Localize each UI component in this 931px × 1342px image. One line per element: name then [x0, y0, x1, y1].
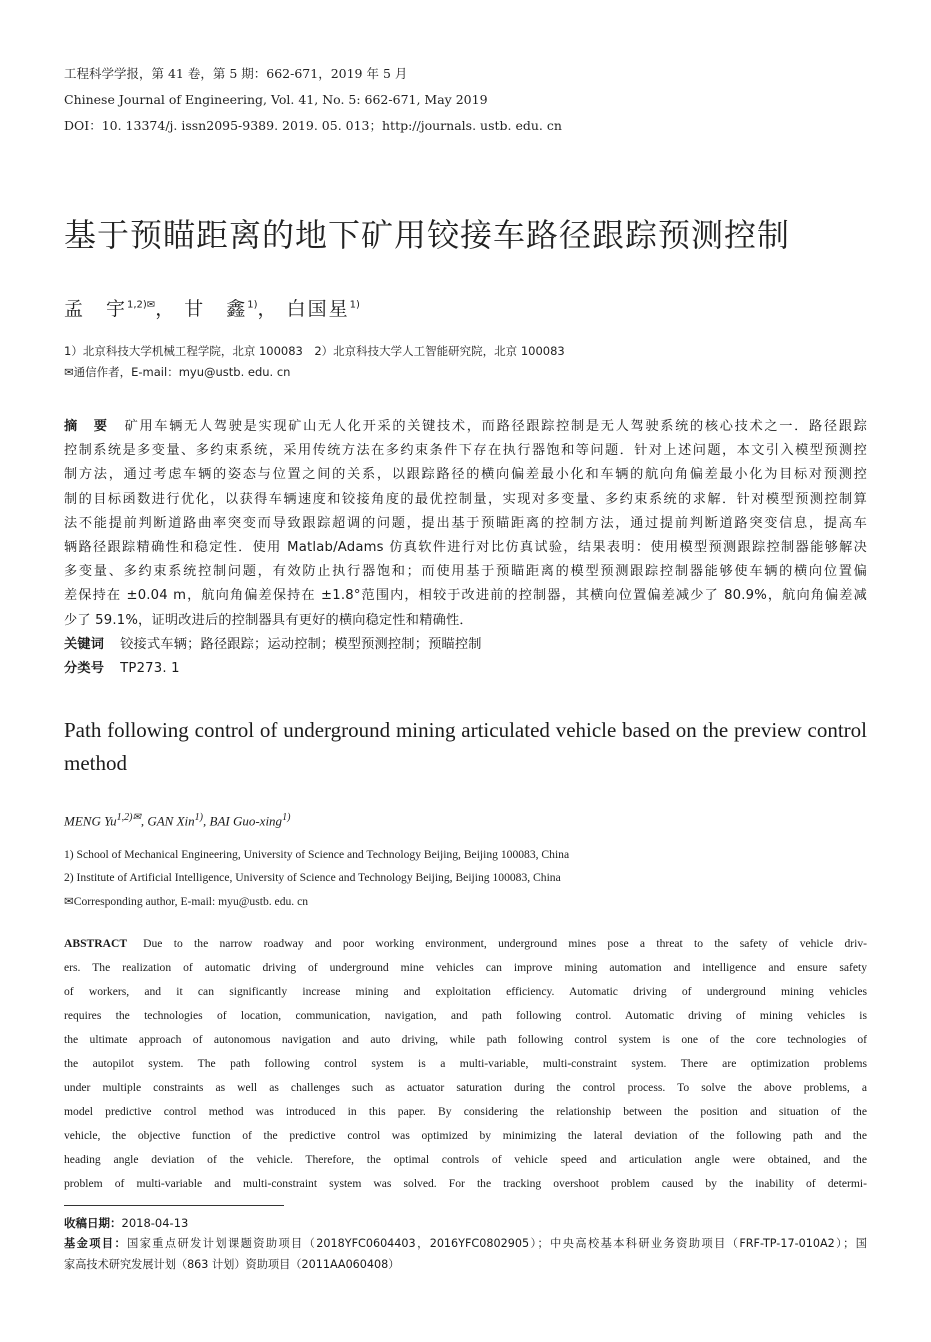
received-value: 2018-04-13	[121, 1216, 189, 1230]
abstract-line	[64, 1057, 867, 1070]
abstract-text: 控制系统是多变量、多约束系统，采用传统方法在多约束条件下存在执行器饱和等问题．针对上述问题，本文引入模型预测控	[64, 443, 867, 459]
abstract-line	[64, 1033, 867, 1046]
abstract-label: ABSTRACT	[64, 937, 128, 950]
journal-citation-cn: 工程科学学报，第 41 卷，第 5 期：662-671，2019 年 5 月	[64, 66, 408, 81]
abstract-text: model predictive control method was introduced in this paper. By considering the relationship between the position and situation of the	[64, 1105, 867, 1118]
abstract-text: the ultimate approach of autonomous navigation and auto driving, while path following control system is one of the core technologies of	[64, 1033, 867, 1046]
abstract-text: 辆路径跟踪精确性和稳定性．使用 Matlab/Adams 仿真软件进行对比仿真试验，结果表明：使用模型预测跟踪控制器能够解决	[64, 540, 867, 555]
author-affil: 1,2)✉	[127, 299, 156, 311]
fund-label: 基金项目：	[64, 1237, 128, 1250]
abstract-text: the autopilot system. The path following control system is a multi-variable, multi-constraint system. There are optimization problems	[64, 1057, 867, 1070]
author-affil: 1)	[282, 812, 291, 823]
received-date	[64, 1215, 188, 1231]
author-affil: 1)	[194, 812, 203, 823]
affiliations-cn: 1）北京科技大学机械工程学院，北京 100083 2）北京科技大学人工智能研究院，北京 100083	[64, 344, 565, 358]
abstract-line	[64, 415, 867, 434]
author-name: MENG Yu	[64, 813, 117, 829]
authors-en: MENG $Yu^{1,2)✉}$, GAN Xin$^{1)}$, BAI Guo-xing$^{1)}$	[64, 812, 291, 829]
authors-cn: 孟 宇$^{1,2)✉}$， 甘 鑫$^{1)}$， 白国星$^{1)}$	[64, 298, 360, 320]
abstract-text: 矿用车辆无人驾驶是实现矿山无人化开采的关键技术，而路径跟踪控制是无人驾驶系统的核心技术之一．路径跟踪	[124, 419, 867, 434]
author-name: BAI Guo-xing	[209, 813, 283, 829]
corresponding-cn: ✉通信作者，E-mail：myu@ustb. edu. cn	[64, 365, 291, 379]
abstract-text: heading angle deviation of the vehicle. Therefore, the optimal controls of vehicle speed and articulation angle were obtained, and the	[64, 1153, 867, 1166]
classification-text: TP273. 1	[120, 661, 180, 676]
abstract-text: vehicle, the objective function of the predictive control was optimized by minimizing the lateral deviation of the following path and the	[64, 1129, 867, 1142]
abstract-line	[64, 463, 867, 482]
author-name: 白国星	[286, 298, 350, 320]
abstract-line	[64, 1009, 867, 1022]
abstract-line	[64, 985, 867, 998]
abstract-line	[64, 439, 867, 458]
keywords-label: 关键词	[64, 637, 105, 652]
abstract-line	[64, 1105, 867, 1118]
abstract-text: 差保持在 ±0.04 m，航向角偏差保持在 ±1.8°范围内，相较于改进前的控制器，其横向位置偏差减少了 80.9%，航向角偏差减	[64, 588, 867, 604]
abstract-line	[64, 1129, 867, 1142]
abstract-text: under multiple constraints as well as challenges such as actuator saturation during the control process. To solve the above problems, a	[64, 1081, 867, 1094]
abstract-text: Due to the narrow roadway and poor working environment, underground mines pose a threat to the safety of vehicle driv-	[143, 937, 867, 950]
abstract-line	[64, 1177, 867, 1190]
author-affil: 1)	[349, 299, 360, 311]
abstract-text: requires the technologies of location, communication, navigation, and path following control. Automatic driving of mining vehicles is	[64, 1009, 867, 1022]
abstract-line	[64, 584, 867, 603]
abstract-line	[64, 937, 867, 950]
journal-citation-en: Chinese Journal of Engineering, Vol. 41, No. 5: 662-671, May 2019	[64, 92, 488, 107]
abstract-label: 摘 要	[64, 419, 109, 434]
affiliation-en-2: 2) Institute of Artificial Intelligence, University of Science and Technology Beijing, Beijing 100083, China	[64, 871, 561, 884]
abstract-text: ers. The realization of automatic driving of underground mine vehicles can improve mining automation and intelligence and ensure safety	[64, 961, 867, 974]
doi-line: DOI：10. 13374/j. issn2095-9389. 2019. 05. 013；http://journals. ustb. edu. cn	[64, 118, 562, 133]
classification-label: 分类号	[64, 661, 105, 676]
abstract-line	[64, 512, 867, 531]
fund-line-1	[64, 1235, 867, 1251]
abstract-text: of workers, and it can significantly increase mining and exploitation efficiency. Automatic driving of underground mining vehicles	[64, 985, 867, 998]
abstract-line	[64, 1153, 867, 1166]
abstract-line	[64, 536, 867, 555]
abstract-line	[64, 488, 867, 507]
footnote-divider	[64, 1205, 284, 1206]
paper-title-cn: 基于预瞄距离的地下矿用铰接车路径跟踪预测控制	[64, 216, 791, 254]
abstract-text: 少了 59.1%，证明改进后的控制器具有更好的横向稳定性和精确性．	[64, 612, 473, 628]
abstract-text: 制的目标函数进行优化，以获得车辆速度和铰接角度的最优控制量，实现对多变量、多约束系统的求解．针对模型预测控制算	[64, 491, 867, 507]
keywords-text: 铰接式车辆；路径跟踪；运动控制；模型预测控制；预瞄控制	[120, 637, 482, 652]
author-affil: 1)	[247, 299, 258, 311]
abstract-line	[64, 560, 867, 579]
abstract-line	[64, 1081, 867, 1094]
affiliation-en-1: 1) School of Mechanical Engineering, University of Science and Technology Beijing, Beijing 100083, China	[64, 848, 570, 861]
author-name: 甘 鑫	[184, 298, 248, 320]
abstract-text: problem of multi-variable and multi-constraint system was solved. For the tracking overshoot problem caused by the inability of determi-	[64, 1177, 867, 1190]
author-affil: 1,2)✉	[116, 812, 141, 823]
keywords-cn	[64, 633, 482, 652]
corresponding-en: ✉Corresponding author, E-mail: myu@ustb. edu. cn	[64, 895, 309, 908]
author-name: 孟 宇	[64, 298, 128, 320]
fund-text-1: 国家重点研发计划课题资助项目（2018YFC0604403，2016YFC0802905）；中央高校基本科研业务资助项目（FRF-TP-17-010A2）；国	[127, 1237, 867, 1250]
author-name: GAN Xin	[147, 813, 195, 829]
fund-line-2: 家高技术研究发展计划（863 计划）资助项目（2011AA060408）	[64, 1258, 400, 1271]
classification-cn	[64, 657, 180, 676]
received-label: 收稿日期：	[64, 1216, 122, 1230]
abstract-line	[64, 609, 867, 628]
abstract-text: 多变量、多约束系统控制问题，有效防止执行器饱和；而使用基于预瞄距离的模型预测跟踪控制器能够使车辆的横向位置偏	[64, 564, 867, 580]
abstract-line	[64, 961, 867, 974]
abstract-text: 法不能提前判断道路曲率突变而导致跟踪超调的问题，提出基于预瞄距离的控制方法，通过提前判断道路突变信息，提高车	[64, 515, 867, 531]
paper-title-en: Path following control of underground mining articulated vehicle based on the preview control method	[64, 718, 867, 775]
abstract-text: 制方法，通过考虑车辆的姿态与位置之间的关系，以跟踪路径的横向偏差最小化和车辆的航向角偏差最小化为目标对预测控	[64, 467, 867, 483]
